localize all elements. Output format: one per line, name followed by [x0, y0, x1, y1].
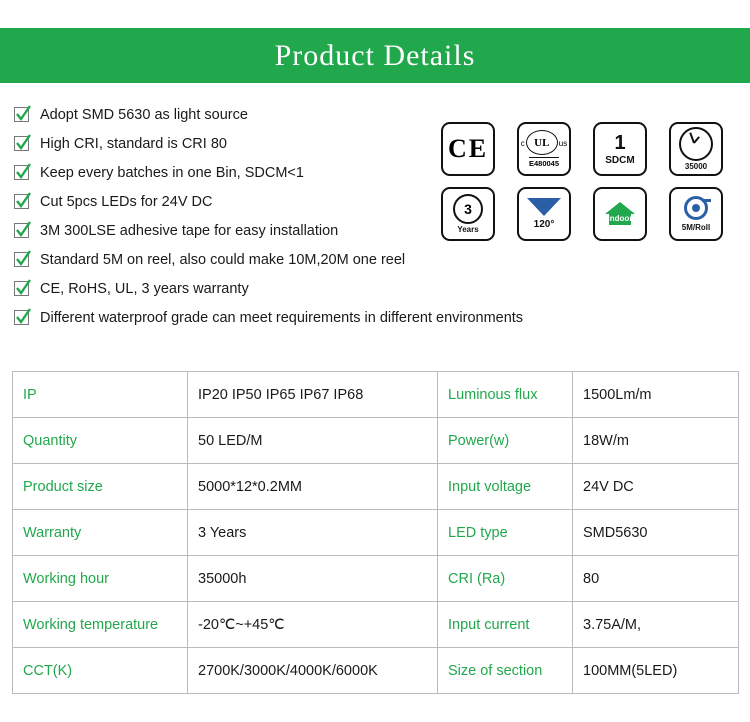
table-row — [13, 602, 739, 648]
warranty-badge — [441, 187, 495, 241]
clock-icon — [679, 127, 713, 161]
ul-prefix: c — [520, 138, 525, 148]
spec-label: Luminous flux — [438, 372, 573, 418]
check-icon — [14, 281, 29, 296]
list-item — [14, 274, 614, 303]
reel-icon — [682, 196, 710, 222]
spec-value: 1500Lm/m — [573, 372, 739, 418]
check-icon — [14, 310, 29, 325]
check-icon — [14, 223, 29, 238]
spec-value: 100MM(5LED) — [573, 648, 739, 694]
table-row — [13, 464, 739, 510]
spec-label: Quantity — [13, 418, 188, 464]
spec-value: 3 Years — [188, 510, 438, 556]
house-icon — [605, 202, 635, 227]
spec-label: Size of section — [438, 648, 573, 694]
ce-badge — [441, 122, 495, 176]
table-row — [13, 510, 739, 556]
spec-label: Working temperature — [13, 602, 188, 648]
clock-minute-hand — [689, 132, 695, 143]
header-banner — [0, 28, 750, 83]
table-row — [13, 418, 739, 464]
indoor-badge — [593, 187, 647, 241]
page-title: Product Details — [274, 38, 476, 72]
spec-value: 50 LED/M — [188, 418, 438, 464]
spec-label: Product size — [13, 464, 188, 510]
spec-value: SMD5630 — [573, 510, 739, 556]
table-row — [13, 648, 739, 694]
badge-row-bottom — [441, 187, 741, 241]
ul-badge-label: UL — [526, 130, 558, 155]
reel-tail — [702, 199, 711, 202]
list-item — [14, 303, 614, 332]
ce-badge-label: CE — [447, 134, 489, 163]
spec-label: Input voltage — [438, 464, 573, 510]
badge-row-top — [441, 122, 741, 176]
spec-label: LED type — [438, 510, 573, 556]
beam-icon — [527, 198, 561, 216]
feature-text: 3M 300LSE adhesive tape for easy installation — [40, 222, 339, 239]
spec-label: Working hour — [13, 556, 188, 602]
ul-mark — [521, 130, 567, 156]
feature-text: Adopt SMD 5630 as light source — [40, 106, 248, 123]
beam-angle-badge — [517, 187, 571, 241]
feature-text: High CRI, standard is CRI 80 — [40, 135, 227, 152]
spec-value: 2700K/3000K/4000K/6000K — [188, 648, 438, 694]
spec-label: CCT(K) — [13, 648, 188, 694]
sdcm-badge-label: SDCM — [605, 154, 635, 166]
check-icon — [14, 107, 29, 122]
spec-table — [12, 371, 739, 694]
spec-value: IP20 IP50 IP65 IP67 IP68 — [188, 372, 438, 418]
spec-value: -20℃~+45℃ — [188, 602, 438, 648]
spec-value: 5000*12*0.2MM — [188, 464, 438, 510]
ul-suffix: us — [558, 138, 568, 148]
spec-label: Power(w) — [438, 418, 573, 464]
check-icon — [14, 136, 29, 151]
beam-angle-badge-label: 120° — [533, 219, 555, 230]
reel-length-badge — [669, 187, 723, 241]
lifetime-badge-label: 35000 — [684, 161, 708, 171]
spec-value: 80 — [573, 556, 739, 602]
spec-value: 18W/m — [573, 418, 739, 464]
spec-label: Warranty — [13, 510, 188, 556]
warranty-badge-value: 3 — [453, 194, 483, 224]
spec-value: 35000h — [188, 556, 438, 602]
sdcm-badge-value: 1 — [614, 131, 626, 154]
table-row — [13, 556, 739, 602]
spec-value: 24V DC — [573, 464, 739, 510]
ul-badge — [517, 122, 571, 176]
feature-text: Keep every batches in one Bin, SDCM<1 — [40, 164, 304, 181]
spec-value: 3.75A/M, — [573, 602, 739, 648]
lifetime-badge — [669, 122, 723, 176]
ul-file-number: E480045 — [528, 159, 560, 168]
spec-label: IP — [13, 372, 188, 418]
check-icon — [14, 165, 29, 180]
check-icon — [14, 194, 29, 209]
certification-badges — [441, 122, 741, 252]
feature-text: Different waterproof grade can meet requirements in different environments — [40, 309, 524, 326]
feature-text: CE, RoHS, UL, 3 years warranty — [40, 280, 249, 297]
warranty-badge-label: Years — [457, 224, 479, 234]
table-row — [13, 372, 739, 418]
spec-label: Input current — [438, 602, 573, 648]
reel-length-badge-label: 5M/Roll — [681, 222, 711, 232]
feature-text: Cut 5pcs LEDs for 24V DC — [40, 193, 213, 210]
feature-text: Standard 5M on reel, also could make 10M,20M one reel — [40, 251, 406, 268]
reel-inner — [692, 204, 700, 212]
check-icon — [14, 252, 29, 267]
sdcm-badge — [593, 122, 647, 176]
indoor-badge-label: Indoor — [607, 213, 633, 223]
spec-label: CRI (Ra) — [438, 556, 573, 602]
